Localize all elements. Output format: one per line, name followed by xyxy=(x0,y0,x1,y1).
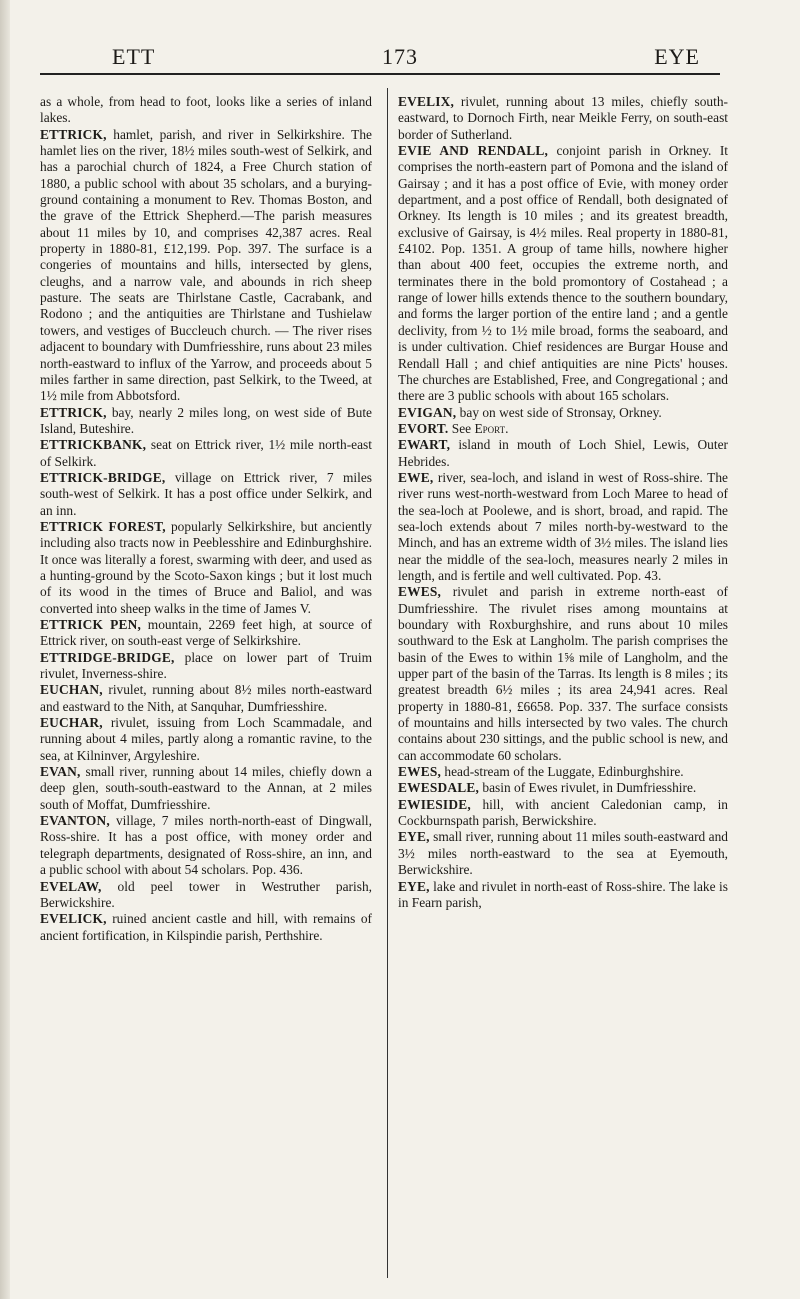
entry-headword: EVELAW, xyxy=(40,878,102,894)
page-binding-shadow xyxy=(0,0,10,1299)
entry-text: rivulet, issuing from Loch Scammadale, and running about 4 miles, partly along a romantic ravine, to the sea, at Kilninver, Argyleshire. xyxy=(40,715,372,763)
entry-headword: ETTRICK, xyxy=(40,126,107,142)
entry-headword: EWES, xyxy=(398,584,442,600)
entry-headword: EWART, xyxy=(398,437,451,453)
entry-headword: EVELICK, xyxy=(40,911,107,927)
entry-text: small river, running about 14 miles, chiefly down a deep glen, south-south-eastward to the Annan, at 2 miles south of Moffat, Dumfriesshire. xyxy=(40,764,372,812)
entry-text: village, 7 miles north-north-east of Dingwall, Ross-shire. It has a post office, with money order and telegraph departments, designated of Ross-shire, an inn, and a public school with about 54 scholars. Pop. 436. xyxy=(40,813,372,878)
entry-headword: EVELIX, xyxy=(398,94,455,109)
entry-text: basin of Ewes rivulet, in Dumfriesshire. xyxy=(479,780,697,796)
entry-headword: EWIESIDE, xyxy=(398,796,471,812)
gazetteer-entry xyxy=(40,879,372,912)
entry-headword: EWES, xyxy=(398,764,442,780)
entry-text: head-stream of the Luggate, Edinburghshire. xyxy=(441,764,684,780)
gazetteer-entry xyxy=(40,405,372,438)
entry-text: bay on west side of Stronsay, Orkney. xyxy=(456,404,662,420)
gazetteer-entry xyxy=(40,94,372,127)
entry-headword: ETTRICK FOREST, xyxy=(40,518,166,534)
gazetteer-entry xyxy=(40,764,372,813)
header-rule xyxy=(40,73,720,75)
gazetteer-entry xyxy=(398,829,728,878)
entry-text: village on Ettrick river, 7 miles south-west of Selkirk. It has a post office under Selkirk, and an inn. xyxy=(40,469,372,518)
entry-text: place on lower part of Truim rivulet, Inverness-shire. xyxy=(40,649,372,682)
entry-headword: EVORT. xyxy=(398,420,449,436)
gazetteer-entry xyxy=(40,715,372,764)
cross-reference: Eport. xyxy=(474,420,509,436)
entry-headword: ETTRICK PEN, xyxy=(40,617,142,632)
gazetteer-entry xyxy=(40,437,372,470)
gazetteer-entry xyxy=(398,405,728,421)
entry-headword: EVIGAN, xyxy=(398,404,457,420)
entry-headword: ETTRICK-BRIDGE, xyxy=(40,469,166,485)
right-column xyxy=(398,94,728,911)
gazetteer-entry xyxy=(398,437,728,470)
gazetteer-entry xyxy=(398,94,728,143)
entry-text: hill, with ancient Caledonian camp, in Cockburnspath parish, Berwickshire. xyxy=(398,796,728,829)
gazetteer-entry xyxy=(398,780,728,796)
entry-text: ruined ancient castle and hill, with remains of ancient fortification, in Kilspindie parish, Perthshire. xyxy=(40,911,372,943)
running-header xyxy=(40,44,760,74)
entry-text: river, sea-loch, and island in west of Ross-shire. The river runs west-north-westward from Loch Maree to head of the sea-loch at Poolewe, and is short, broad, and rapid. The sea-loch extends about 7 miles north-by-westward to the Minch, and has an extreme width of 3½ miles. The island lies near the middle of the sea-loch, measures nearly 2 miles in length, and is fertile and well cultivated. Pop. 43. xyxy=(398,469,728,583)
entry-text: rivulet and parish in extreme north-east of Dumfriesshire. The rivulet rises among mountains at boundary with Roxburghshire, and runs about 10 miles southward to the Esk at Langholm. The parish comprises the basin of the Ewes to within 1⅝ mile of Langholm, and the upper part of the basin of the Tarras. Its length is 8 miles ; its greatest breadth 6½ miles ; its area 24,941 acres. Real property in 1880-81, £6658. Pop. 337. The surface consists of mountains and hills intersected by two vales. The church contains about 230 sittings, and the public school is new, and can accommodate 60 scholars. xyxy=(398,584,728,763)
gazetteer-entry xyxy=(398,421,728,437)
gazetteer-entry xyxy=(40,911,372,944)
entry-text: lake and rivulet in north-east of Ross-shire. The lake is in Fearn parish, xyxy=(398,878,728,910)
entry-text: mountain, 2269 feet high, at source of Ettrick river, on south-east verge of Selkirkshire. xyxy=(40,617,372,649)
entry-text: bay, nearly 2 miles long, on west side of Bute Island, Buteshire. xyxy=(40,404,372,436)
entry-headword: EVANTON, xyxy=(40,813,110,829)
entry-text: rivulet, running about 13 miles, chiefly south-eastward, to Dornoch Firth, near Meikle Ferry, on south-east border of Sutherland. xyxy=(398,94,728,142)
entry-text: rivulet, running about 8½ miles north-eastward and eastward to the Nith, at Sanquhar, Dumfriesshire. xyxy=(40,682,372,714)
gazetteer-entry xyxy=(40,682,372,715)
entry-text: See xyxy=(448,420,475,436)
gazetteer-entry xyxy=(40,617,372,650)
column-divider xyxy=(387,88,388,1278)
entry-text: popularly Selkirkshire, but anciently including also tracts now in Peeblesshire and Edinburghshire. It once was literally a forest, swarming with deer, and used as a hunting-ground by the Scoto-Saxon kings ; but it lost much of its wood in the times of Bruce and Baliol, and was converted into sheep walks in the time of James V. xyxy=(40,518,372,616)
left-column xyxy=(40,94,372,944)
entry-text: conjoint parish in Orkney. It comprises the north-eastern part of Pomona and the island of Gairsay ; and it has a post office of Evie, with money order department, and a post office of Rendall, both designated of Orkney. Its length is 10 miles ; and its greatest breadth, exclusive of Gairsay, is 4½ miles. Real property in 1880-81, £4102. Pop. 1351. A group of tame hills, nowhere higher than about 400 feet, occupies the extreme north, and terminates there in the bold promontory of Costahead ; a range of lower hills extends thence to the southern boundary, and forms the larger portion of the entire land ; and a gentle declivity, from ½ to 1½ mile broad, forms the seaboard, and is under cultivation. Chief residences are Burgar House and Rendall Hall ; and chief antiquities are nine Picts' houses. The churches are Established, Free, and Congregational ; and there are 3 public schools with about 165 scholars. xyxy=(398,143,728,404)
gazetteer-entry xyxy=(40,650,372,683)
gazetteer-entry xyxy=(40,127,372,405)
running-head-left: ETT xyxy=(112,44,156,69)
entry-text: seat on Ettrick river, 1½ mile north-east of Selkirk. xyxy=(40,437,372,469)
entry-headword: EUCHAR, xyxy=(40,715,103,731)
entry-text: island in mouth of Loch Shiel, Lewis, Outer Hebrides. xyxy=(398,437,728,469)
entry-text: small river, running about 11 miles south-eastward and 3½ miles north-eastward to the sea at Eyemouth, Berwickshire. xyxy=(398,829,728,878)
entry-headword: EYE, xyxy=(398,829,430,845)
gazetteer-entry xyxy=(398,470,728,584)
entry-headword: EWESDALE, xyxy=(398,780,480,796)
gazetteer-entry xyxy=(40,519,372,617)
entry-headword: EYE, xyxy=(398,878,430,894)
gazetteer-entry xyxy=(398,797,728,830)
entry-headword: EVAN, xyxy=(40,764,81,780)
entry-headword: EVIE AND RENDALL, xyxy=(398,143,549,159)
entry-text: hamlet, parish, and river in Selkirkshire. The hamlet lies on the river, 18½ miles south-west of Selkirk, and has a parochial church of 1824, a Free Church station of 1880, a public school with about 35 scholars, and a burying-ground containing a monument to Rev. Thomas Boston, and the grave of the Ettrick Shepherd.—The parish measures about 11 miles by 10, and comprises 42,387 acres. Real property in 1880-81, £12,199. Pop. 397. The surface is a congeries of mountains and hills, intersected by glens, cleughs, and a narrow vale, and abounds in rich sheep pasture. The seats are Thirlstane Castle, Cacrabank, and Rodono ; and the antiquities are Thirlstane and Tushielaw towers, and vestiges of Buccleuch church. — The river rises adjacent to boundary with Dumfriesshire, runs about 23 miles north-eastward to influx of the Yarrow, and proceeds about 5 miles farther in same direction, past Selkirk, to the Tweed, at 1½ mile from Abbotsford. xyxy=(40,126,372,404)
gazetteer-entry xyxy=(398,879,728,912)
running-head-right: EYE xyxy=(654,44,700,69)
gazetteer-entry xyxy=(398,584,728,764)
entry-text: old peel tower in Westruther parish, Berwickshire. xyxy=(40,878,372,910)
entry-headword: ETTRICKBANK, xyxy=(40,437,147,453)
gazetteer-entry xyxy=(40,470,372,519)
entry-text: as a whole, from head to foot, looks like a series of inland lakes. xyxy=(40,94,372,126)
gazetteer-entry xyxy=(398,143,728,405)
gazetteer-entry xyxy=(40,813,372,878)
entry-headword: ETTRIDGE-BRIDGE, xyxy=(40,649,175,665)
page-number: 173 xyxy=(382,44,418,69)
entry-headword: ETTRICK, xyxy=(40,404,107,420)
gazetteer-entry xyxy=(398,764,728,780)
entry-headword: EUCHAN, xyxy=(40,682,103,698)
entry-headword: EWE, xyxy=(398,469,434,485)
